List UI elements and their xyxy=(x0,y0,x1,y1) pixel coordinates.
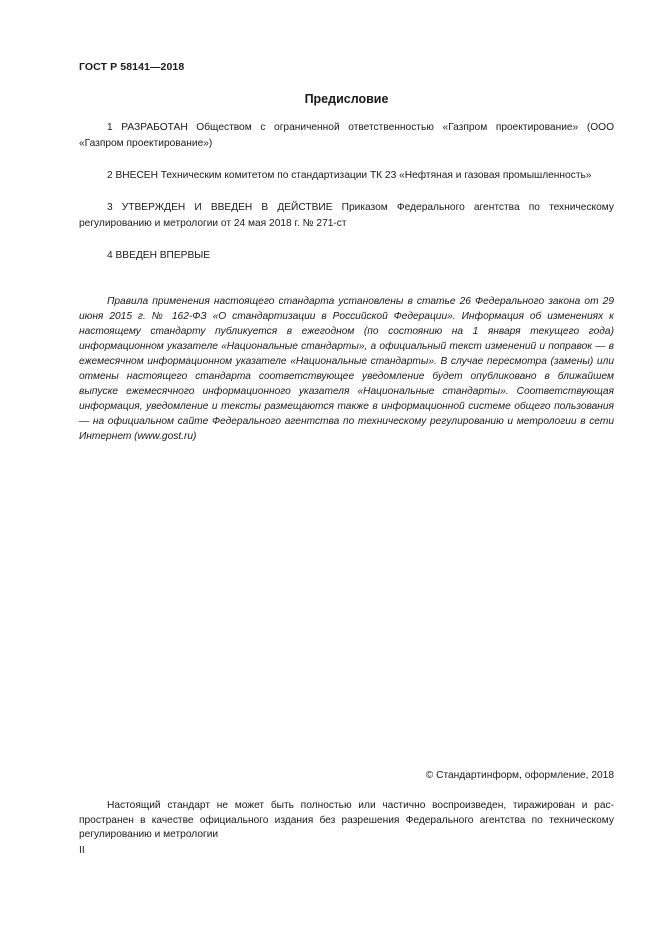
page-title: Предисловие xyxy=(304,92,389,106)
document-code: ГОСТ Р 58141—2018 xyxy=(79,61,185,73)
preface-item-submitted: 2 ВНЕСЕН Техническим комитетом по стандартизации ТК 23 «Нефтяная и газовая промышленность» xyxy=(107,170,592,181)
rules-note: Правила применения настоящего стандарта установлены в статье 26 Федерального закона от 29 июня 2015 г. № 162-ФЗ «О стандартизации в Российской Федерации». Информация об изменениях к настоящему стандарту публикуется в ежегодном (по состоянию на 1 января текущего года) информационном указателе «Национальные стандарты», а официальный текст изменений и поправок — в ежемесячном информационном указателе «Национальные стандарты». В случае пересмотра (замены) или отмены настоящего стандарта соответствующее уведомление будет опубликовано в ближайшем выпуске ежемесячного информационного указателя «Национальные стандарты». Соответствующая информация, уведомление и тексты размещаются также в информационной системе общего пользования — на официальном сайте Федерального агентства по техническому регулированию и метрологии в сети Интернет (www.gost.ru) xyxy=(79,296,614,442)
preface-item-introduced: 4 ВВЕДЕН ВПЕРВЫЕ xyxy=(107,250,211,261)
preface-item-developed: 1 РАЗРАБОТАН Обществом с ограниченной ответственностью «Газпром проектирование» (ООО «Газпром проектирование») xyxy=(79,122,614,149)
preface-item-approved: 3 УТВЕРЖДЕН И ВВЕДЕН В ДЕЙСТВИЕ Приказом Федерального агентства по техническому регулированию и метрологии от 24 мая 2018 г. № 271-ст xyxy=(79,202,614,229)
page-number: II xyxy=(79,845,85,856)
reproduction-notice: Настоящий стандарт не может быть полностью или частично воспроизведен, тиражирован и распространен в качестве официального издания без разрешения Федерального агентства по техническому регулированию и метрологии xyxy=(79,800,614,840)
copyright-line: © Стандартинформ, оформление, 2018 xyxy=(425,770,614,781)
preface-items xyxy=(79,120,614,280)
